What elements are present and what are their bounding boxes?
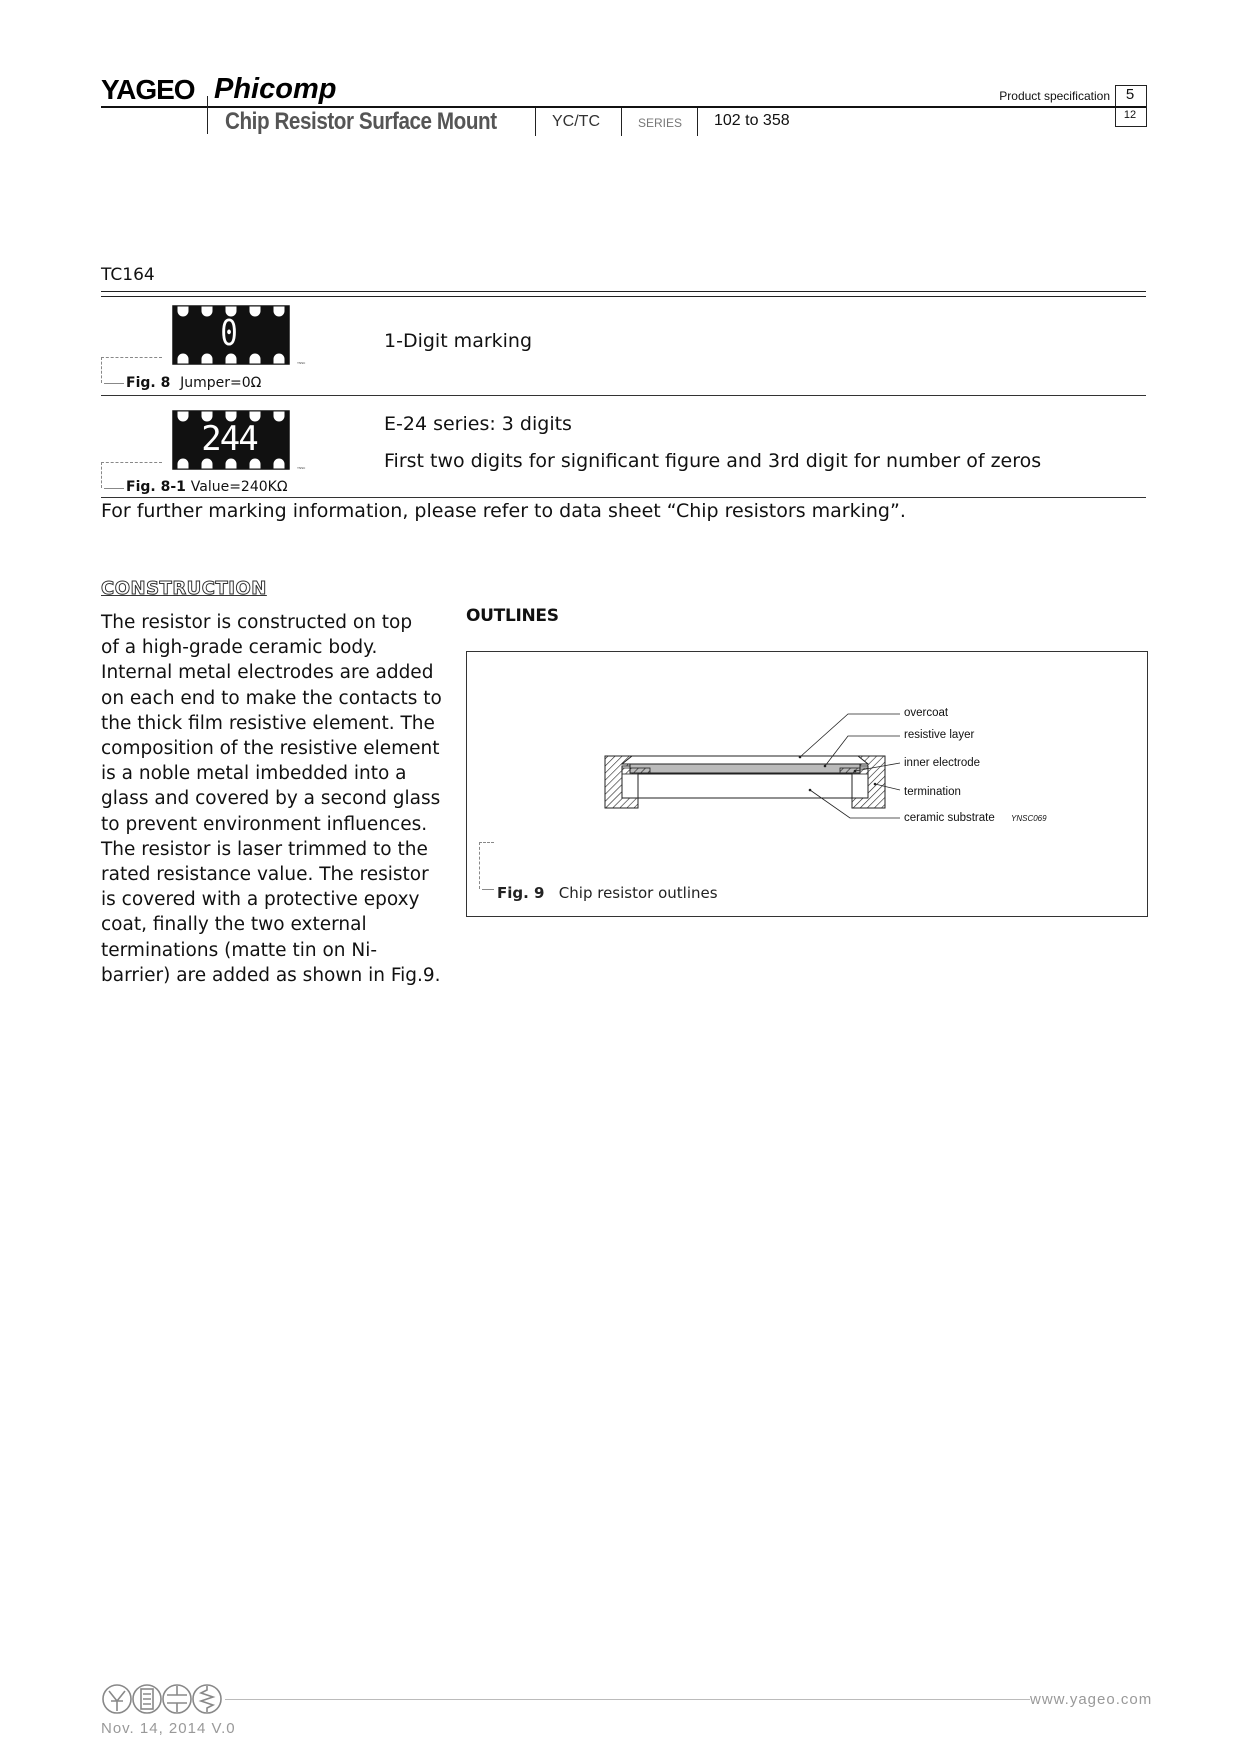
brand-logo-yageo: YAGEO [101,74,195,105]
label-inner-electrode: inner electrode [904,757,981,769]
footer-rule [225,1699,1030,1700]
body-line: The resistor is constructed on top [101,612,413,633]
figure-value: Value=240KΩ [190,479,288,495]
body-line: coat, finally the two external [101,914,367,936]
page-total: 12 [1123,109,1137,121]
chip-marking-code: 244 [201,419,257,459]
figure-caption-text: Chip resistor outlines [558,884,718,902]
series-range: 102 to 358 [714,112,790,129]
chip-marking-code: 0 [220,313,238,354]
marking-description: E-24 series: 3 digits [384,413,572,435]
table-row-rule [101,395,1146,396]
body-line: The resistor is laser trimmed to the [101,838,428,860]
figure-caption-fig8 [126,375,261,391]
label-resistive-layer: resistive layer [904,729,975,741]
body-line: Internal metal electrodes are added [101,662,434,684]
marking-description: 1-Digit marking [384,330,533,352]
type-code: YC/TC [552,113,600,130]
body-line: on each end to make the contacts to [101,687,442,709]
construction-body [101,610,442,988]
figure-label: Fig. 9 [497,884,545,902]
footer-url[interactable]: www.yageo.com [1030,1691,1153,1708]
svg-text:YNSC: YNSC [297,361,306,365]
body-line: is covered with a protective epoxy [101,889,420,911]
capacitor-icon [167,1686,187,1712]
outlines-heading: OUTLINES [466,606,559,626]
table-bottom-rule [101,497,1146,498]
figure-bracket [479,842,494,889]
inductor-icon [201,1686,213,1712]
label-ceramic-substrate: ceramic substrate [904,812,995,824]
body-line: composition of the resistive element [101,738,440,760]
body-line: the thick film resistive element. The [101,712,435,734]
label-overcoat: overcoat [904,707,949,719]
svg-text:YNSC: YNSC [297,466,306,470]
header-separator [207,96,208,134]
figure-bracket-tick [104,488,124,490]
section-label-tc164: TC164 [101,265,155,285]
figure-bracket-tick [482,889,494,891]
figure-label: Fig. 8-1 [126,479,186,495]
footer-date: Nov. 14, 2014 V.0 [101,1720,236,1737]
label-termination: termination [904,786,961,798]
series-label: SERIES [638,116,683,130]
chip-cross-section-diagram [600,700,920,830]
header-separator [621,108,622,136]
page-number: 5 [1125,86,1135,103]
body-line: of a high-grade ceramic body. [101,637,378,659]
header-separator [535,108,536,136]
body-line: is a noble metal imbedded into a [101,763,407,785]
table-top-rule [101,291,1146,297]
figure-caption-fig9 [497,884,718,902]
body-line: glass and covered by a second glass [101,788,441,810]
doc-title: Chip Resistor Surface Mount [225,108,497,135]
product-spec-label: Product specification [999,89,1110,103]
figure-bracket-tick [104,383,124,385]
body-line: to prevent environment influences. [101,813,428,835]
header-separator [697,108,698,136]
figure-label: Fig. 8 [126,375,171,391]
marking-description: First two digits for significant figure and 3rd digit for number of zeros [384,450,1042,472]
footer-product-icons [101,1682,231,1716]
body-line: barrier) are added as shown in Fig.9. [101,964,441,986]
drawing-code: YNSC069 [1011,814,1047,823]
figure-caption-fig8-1 [126,479,288,495]
figure-value: Jumper=0Ω [180,375,262,391]
body-line: terminations (matte tin on Ni- [101,939,378,961]
marking-note: For further marking information, please refer to data sheet “Chip resistors marking”. [101,500,906,522]
brand-logo-phicomp: Phicomp [214,73,337,105]
body-line: rated resistance value. The resistor [101,864,429,886]
construction-heading: CONSTRUCTION [101,578,267,599]
antenna-icon [109,1691,125,1711]
